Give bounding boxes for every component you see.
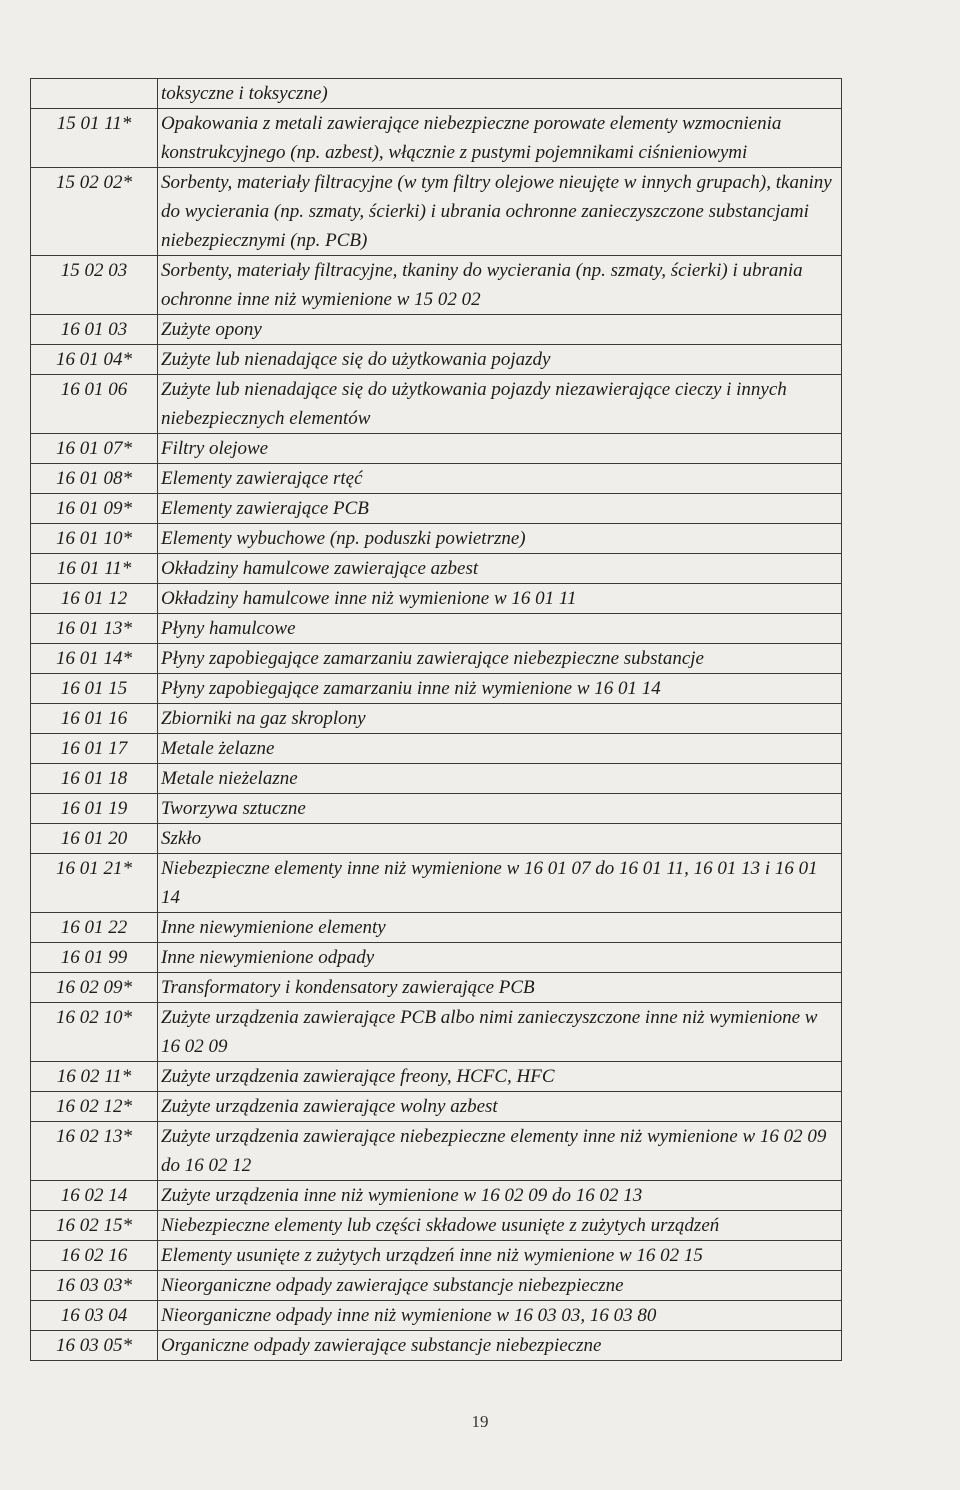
table-row [31, 554, 842, 584]
waste-code-cell: 16 03 04 [31, 1301, 158, 1331]
waste-description-cell: Sorbenty, materiały filtracyjne (w tym filtry olejowe nieujęte w innych grupach), tkaniny do wycierania (np. szmaty, ścierki) i ubrania ochronne zanieczyszczone substancjami niebezpiecznymi (np. PCB) [158, 168, 842, 256]
waste-description-cell: Zużyte opony [158, 315, 842, 345]
waste-description-cell: Zużyte lub nienadające się do użytkowania pojazdy niezawierające cieczy i innych niebezpiecznych elementów [158, 375, 842, 434]
table-row [31, 584, 842, 614]
waste-description-cell: Nieorganiczne odpady inne niż wymienione w 16 03 03, 16 03 80 [158, 1301, 842, 1331]
waste-code-cell: 16 02 11* [31, 1062, 158, 1092]
waste-code-cell: 16 01 19 [31, 794, 158, 824]
waste-description-cell: Zużyte lub nienadające się do użytkowania pojazdy [158, 345, 842, 375]
waste-code-cell: 16 02 12* [31, 1092, 158, 1122]
waste-description-cell: Elementy zawierające rtęć [158, 464, 842, 494]
waste-description-cell: Sorbenty, materiały filtracyjne, tkaniny do wycierania (np. szmaty, ścierki) i ubrania ochronne inne niż wymienione w 15 02 02 [158, 256, 842, 315]
waste-description-cell: Elementy zawierające PCB [158, 494, 842, 524]
table-row [31, 345, 842, 375]
table-row [31, 1092, 842, 1122]
waste-description-cell: Płyny hamulcowe [158, 614, 842, 644]
table-row [31, 704, 842, 734]
waste-code-cell: 16 03 03* [31, 1271, 158, 1301]
waste-code-cell: 15 02 03 [31, 256, 158, 315]
table-row [31, 1062, 842, 1092]
waste-code-cell: 16 01 16 [31, 704, 158, 734]
waste-description-cell: Filtry olejowe [158, 434, 842, 464]
table-row [31, 1003, 842, 1062]
waste-code-cell: 16 02 10* [31, 1003, 158, 1062]
waste-code-cell: 16 01 99 [31, 943, 158, 973]
waste-code-cell: 16 02 15* [31, 1211, 158, 1241]
table-row [31, 1241, 842, 1271]
waste-description-cell: Metale żelazne [158, 734, 842, 764]
waste-code-cell: 16 01 13* [31, 614, 158, 644]
waste-code-cell: 16 02 13* [31, 1122, 158, 1181]
table-row [31, 973, 842, 1003]
waste-code-cell: 16 01 21* [31, 854, 158, 913]
page-number: 19 [471, 1412, 489, 1431]
waste-code-cell: 16 01 06 [31, 375, 158, 434]
waste-code-cell: 16 01 09* [31, 494, 158, 524]
waste-description-cell: Inne niewymienione odpady [158, 943, 842, 973]
waste-code-cell: 16 01 11* [31, 554, 158, 584]
table-row [31, 644, 842, 674]
waste-code-cell: 15 02 02* [31, 168, 158, 256]
waste-code-cell: 16 01 22 [31, 913, 158, 943]
waste-code-cell: 16 01 07* [31, 434, 158, 464]
table-row [31, 434, 842, 464]
table-row [31, 494, 842, 524]
table-row [31, 1331, 842, 1361]
waste-description-cell: Zbiorniki na gaz skroplony [158, 704, 842, 734]
table-row [31, 1181, 842, 1211]
table-row [31, 109, 842, 168]
waste-description-cell: Zużyte urządzenia inne niż wymienione w 16 02 09 do 16 02 13 [158, 1181, 842, 1211]
table-row [31, 794, 842, 824]
waste-code-cell: 16 01 20 [31, 824, 158, 854]
waste-description-cell: Elementy usunięte z zużytych urządzeń inne niż wymienione w 16 02 15 [158, 1241, 842, 1271]
waste-code-cell: 16 01 14* [31, 644, 158, 674]
waste-description-cell: toksyczne i toksyczne) [158, 79, 842, 109]
waste-description-cell: Zużyte urządzenia zawierające PCB albo nimi zanieczyszczone inne niż wymienione w 16 02 09 [158, 1003, 842, 1062]
table-row [31, 1301, 842, 1331]
table-row [31, 614, 842, 644]
table-row [31, 824, 842, 854]
waste-description-cell: Transformatory i kondensatory zawierające PCB [158, 973, 842, 1003]
waste-description-cell: Niebezpieczne elementy inne niż wymienione w 16 01 07 do 16 01 11, 16 01 13 i 16 01 14 [158, 854, 842, 913]
waste-description-cell: Metale nieżelazne [158, 764, 842, 794]
waste-description-cell: Inne niewymienione elementy [158, 913, 842, 943]
table-row [31, 674, 842, 704]
waste-codes-body [31, 79, 842, 1361]
waste-description-cell: Zużyte urządzenia zawierające freony, HCFC, HFC [158, 1062, 842, 1092]
table-row [31, 524, 842, 554]
waste-description-cell: Szkło [158, 824, 842, 854]
waste-code-cell: 16 01 08* [31, 464, 158, 494]
table-row [31, 1271, 842, 1301]
waste-code-cell: 16 02 14 [31, 1181, 158, 1211]
waste-code-cell: 16 01 03 [31, 315, 158, 345]
table-row [31, 1122, 842, 1181]
waste-description-cell: Opakowania z metali zawierające niebezpieczne porowate elementy wzmocnienia konstrukcyjnego (np. azbest), włącznie z pustymi pojemnikami ciśnieniowymi [158, 109, 842, 168]
table-row [31, 168, 842, 256]
waste-description-cell: Płyny zapobiegające zamarzaniu inne niż wymienione w 16 01 14 [158, 674, 842, 704]
waste-description-cell: Okładziny hamulcowe zawierające azbest [158, 554, 842, 584]
waste-codes-table [30, 78, 842, 1361]
table-row [31, 943, 842, 973]
waste-description-cell: Organiczne odpady zawierające substancje niebezpieczne [158, 1331, 842, 1361]
waste-code-cell: 15 01 11* [31, 109, 158, 168]
table-row [31, 913, 842, 943]
table-row [31, 854, 842, 913]
table-row [31, 315, 842, 345]
table-row [31, 734, 842, 764]
table-row [31, 256, 842, 315]
table-row [31, 1211, 842, 1241]
waste-code-cell: 16 01 18 [31, 764, 158, 794]
waste-description-cell: Zużyte urządzenia zawierające wolny azbest [158, 1092, 842, 1122]
table-row [31, 764, 842, 794]
waste-code-cell: 16 01 15 [31, 674, 158, 704]
waste-description-cell: Niebezpieczne elementy lub części składowe usunięte z zużytych urządzeń [158, 1211, 842, 1241]
waste-description-cell: Okładziny hamulcowe inne niż wymienione w 16 01 11 [158, 584, 842, 614]
waste-code-cell: 16 02 16 [31, 1241, 158, 1271]
waste-code-cell: 16 01 10* [31, 524, 158, 554]
waste-code-cell: 16 02 09* [31, 973, 158, 1003]
table-row [31, 375, 842, 434]
waste-code-cell [31, 79, 158, 109]
waste-description-cell: Płyny zapobiegające zamarzaniu zawierające niebezpieczne substancje [158, 644, 842, 674]
waste-description-cell: Elementy wybuchowe (np. poduszki powietrzne) [158, 524, 842, 554]
waste-code-cell: 16 01 04* [31, 345, 158, 375]
waste-description-cell: Tworzywa sztuczne [158, 794, 842, 824]
waste-code-cell: 16 01 12 [31, 584, 158, 614]
table-row [31, 464, 842, 494]
waste-code-cell: 16 03 05* [31, 1331, 158, 1361]
table-row [31, 79, 842, 109]
waste-description-cell: Nieorganiczne odpady zawierające substancje niebezpieczne [158, 1271, 842, 1301]
waste-code-cell: 16 01 17 [31, 734, 158, 764]
waste-description-cell: Zużyte urządzenia zawierające niebezpieczne elementy inne niż wymienione w 16 02 09 do 16 02 12 [158, 1122, 842, 1181]
